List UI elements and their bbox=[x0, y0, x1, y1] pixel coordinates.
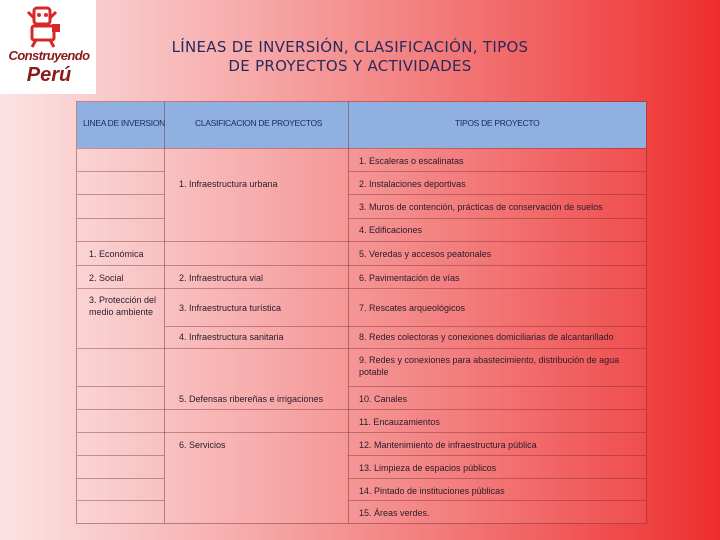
tipo-proyecto-14: 14. Pintado de instituciones públicas bbox=[359, 486, 505, 496]
header-tipos-proyecto: TIPOS DE PROYECTO bbox=[455, 118, 540, 128]
tipo-proyecto-4: 4. Edificaciones bbox=[359, 225, 423, 235]
row-divider bbox=[77, 194, 164, 195]
linea-economica: 1. Económica bbox=[89, 249, 144, 259]
tipo-proyecto-2: 2. Instalaciones deportivas bbox=[359, 179, 466, 189]
tipo-proyecto-10: 10. Canales bbox=[359, 394, 408, 404]
header-linea-inversion: LINEA DE INVERSION bbox=[83, 118, 165, 128]
row-divider bbox=[77, 171, 164, 172]
row-divider bbox=[165, 326, 646, 327]
row-divider bbox=[348, 500, 646, 501]
header-clasificacion-proyectos: CLASIFICACION DE PROYECTOS bbox=[195, 118, 323, 128]
row-divider bbox=[77, 478, 164, 479]
clasificacion-infraestructura-sanitaria: 4. Infraestructura sanitaria bbox=[179, 332, 284, 342]
tipo-proyecto-8: 8. Redes colectoras y conexiones domiciliarias de alcantarillado bbox=[359, 332, 614, 342]
row-divider bbox=[348, 386, 646, 387]
row-divider bbox=[77, 386, 164, 387]
tipo-proyecto-6: 6. Pavimentación de vías bbox=[359, 273, 460, 283]
page-title-line1: LÍNEAS DE INVERSIÓN, CLASIFICACIÓN, TIPOS bbox=[171, 38, 529, 56]
tipo-proyecto-3: 3. Muros de contención, prácticas de conservación de suelos bbox=[359, 202, 603, 212]
row-divider bbox=[77, 500, 164, 501]
clasificacion-servicios: 6. Servicios bbox=[179, 440, 226, 450]
tipo-proyecto-1: 1. Escaleras o escalinatas bbox=[359, 156, 464, 166]
row-divider bbox=[77, 348, 646, 349]
clasificacion-defensas-riberenas: 5. Defensas ribereñas e irrigaciones bbox=[179, 394, 324, 404]
clasificacion-infraestructura-urbana: 1. Infraestructura urbana bbox=[179, 179, 278, 189]
column-divider bbox=[348, 102, 349, 523]
row-divider bbox=[77, 218, 164, 219]
row-divider bbox=[77, 409, 646, 410]
linea-social: 2. Social bbox=[89, 273, 124, 283]
tipo-proyecto-15: 15. Áreas verdes. bbox=[359, 508, 430, 518]
logo-text-construyendo: Construyendo bbox=[8, 48, 90, 63]
table-header-row bbox=[77, 102, 646, 148]
row-divider bbox=[77, 265, 646, 266]
row-divider bbox=[77, 241, 646, 242]
linea-medio-ambiente: 3. Protección del medio ambiente bbox=[89, 295, 157, 317]
tipo-proyecto-13: 13. Limpieza de espacios públicos bbox=[359, 463, 497, 473]
row-divider bbox=[77, 288, 646, 289]
row-divider bbox=[348, 218, 646, 219]
row-divider bbox=[348, 171, 646, 172]
row-divider bbox=[348, 194, 646, 195]
tipo-proyecto-11: 11. Encauzamientos bbox=[359, 417, 440, 427]
page-title bbox=[120, 38, 580, 76]
page-title-line2: DE PROYECTOS Y ACTIVIDADES bbox=[228, 57, 472, 75]
row-divider bbox=[77, 148, 646, 149]
tipo-proyecto-9: 9. Redes y conexiones para abastecimiento, distribución de agua potable bbox=[359, 355, 620, 377]
clasificacion-infraestructura-turistica: 3. Infraestructura turística bbox=[179, 303, 282, 313]
tipo-proyecto-5: 5. Veredas y accesos peatonales bbox=[359, 249, 492, 259]
investment-table bbox=[76, 101, 647, 524]
column-divider bbox=[164, 102, 165, 523]
construyendo-peru-logo bbox=[0, 0, 96, 94]
row-divider bbox=[77, 432, 646, 433]
row-divider bbox=[348, 478, 646, 479]
row-divider bbox=[348, 455, 646, 456]
logo-text-peru: Perú bbox=[26, 64, 72, 86]
row-divider bbox=[77, 455, 164, 456]
mascot-logo-icon bbox=[22, 4, 66, 48]
tipo-proyecto-7: 7. Rescates arqueológicos bbox=[359, 303, 466, 313]
clasificacion-infraestructura-vial: 2. Infraestructura vial bbox=[179, 273, 264, 283]
tipo-proyecto-12: 12. Mantenimiento de infraestructura pública bbox=[359, 440, 537, 450]
